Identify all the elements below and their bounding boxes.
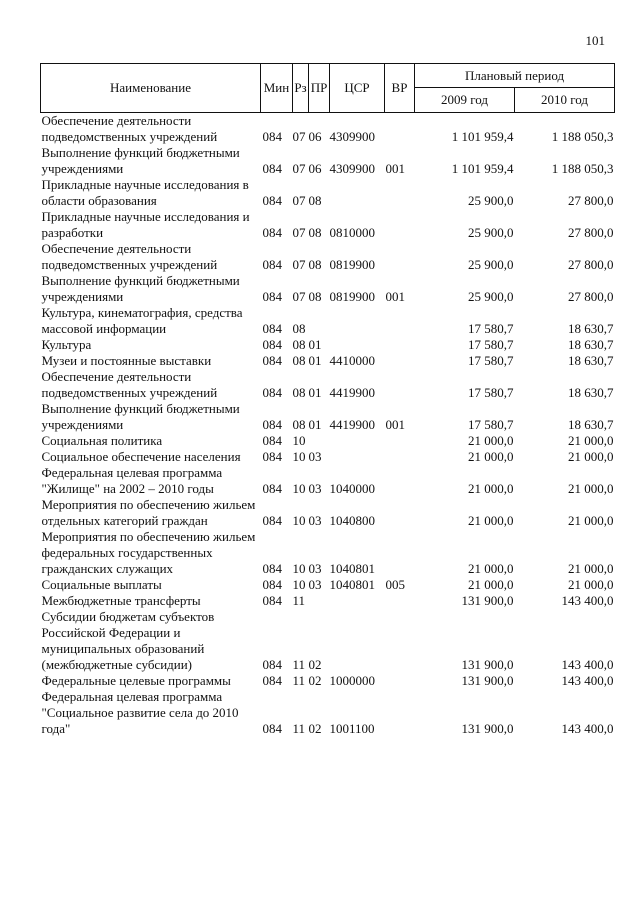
row-min-code: 084 — [262, 289, 282, 304]
row-min-code: 084 — [262, 449, 282, 464]
row-min-code: 084 — [262, 353, 282, 368]
row-name: Выполнение функций бюджетными учреждениями — [41, 401, 240, 432]
row-vr-code — [385, 353, 415, 369]
row-vr-code — [385, 593, 415, 609]
row-min-code: 084 — [262, 561, 282, 576]
table-row — [41, 369, 615, 401]
row-amount-2009: 17 580,7 — [468, 417, 514, 432]
row-pr-code: 08 — [308, 225, 322, 240]
row-csr-code: 4309900 — [329, 161, 375, 176]
row-amount-2010: 1 188 050,3 — [551, 129, 614, 144]
row-amount-2009: 21 000,0 — [468, 481, 514, 496]
row-rz-code: 10 — [292, 449, 306, 464]
row-min-code: 084 — [262, 321, 282, 336]
row-csr-code: 1040801 — [329, 561, 375, 576]
row-pr-code: 03 — [308, 449, 322, 464]
row-vr-code — [385, 465, 415, 497]
row-rz-code: 07 — [292, 289, 306, 304]
header-name: Наименование — [41, 64, 261, 113]
row-rz-code: 08 — [292, 385, 306, 400]
row-amount-2009: 21 000,0 — [468, 449, 514, 464]
row-min-code: 084 — [262, 481, 282, 496]
row-amount-2009: 25 900,0 — [468, 193, 514, 208]
table-row — [41, 433, 615, 449]
row-csr-code: 4419900 — [329, 417, 375, 432]
row-csr-code — [330, 433, 385, 449]
row-vr-code: 005 — [385, 577, 405, 592]
row-rz-code: 10 — [292, 577, 306, 592]
row-name: Социальное обеспечение населения — [41, 449, 241, 464]
row-min-code: 084 — [262, 385, 282, 400]
row-vr-code — [385, 673, 415, 689]
row-rz-code: 08 — [292, 321, 306, 336]
row-rz-code: 11 — [292, 593, 306, 608]
row-min-code: 084 — [262, 129, 282, 144]
row-amount-2009: 131 900,0 — [461, 721, 514, 736]
row-amount-2009: 25 900,0 — [468, 225, 514, 240]
row-name: Обеспечение деятельности подведомственных учреждений — [41, 113, 218, 144]
row-amount-2010: 27 800,0 — [568, 257, 614, 272]
row-rz-code: 08 — [292, 417, 306, 432]
row-vr-code: 001 — [385, 417, 405, 432]
table-row — [41, 177, 615, 209]
row-name: Межбюджетные трансферты — [41, 593, 201, 608]
row-pr-code: 01 — [308, 353, 322, 368]
row-rz-code: 08 — [292, 337, 306, 352]
header-csr: ЦСР — [330, 64, 385, 113]
row-name: Культура — [41, 337, 92, 352]
row-pr-code — [309, 433, 330, 449]
row-name: Выполнение функций бюджетными учреждениями — [41, 273, 240, 304]
row-vr-code — [385, 689, 415, 737]
row-pr-code: 08 — [308, 289, 322, 304]
row-amount-2009: 17 580,7 — [468, 337, 514, 352]
row-amount-2010: 21 000,0 — [568, 577, 614, 592]
row-pr-code: 01 — [308, 417, 322, 432]
row-vr-code — [385, 241, 415, 273]
row-pr-code: 03 — [308, 561, 322, 576]
table-row — [41, 305, 615, 337]
row-min-code: 084 — [262, 577, 282, 592]
row-vr-code — [385, 177, 415, 209]
row-amount-2010: 27 800,0 — [568, 225, 614, 240]
row-min-code: 084 — [262, 225, 282, 240]
row-csr-code: 0819900 — [329, 289, 375, 304]
row-pr-code: 06 — [308, 129, 322, 144]
row-rz-code: 10 — [292, 433, 306, 448]
row-csr-code: 1040800 — [329, 513, 375, 528]
table-row — [41, 241, 615, 273]
row-amount-2009: 1 101 959,4 — [451, 129, 514, 144]
row-amount-2009: 131 900,0 — [461, 593, 514, 608]
header-min: Мин — [261, 64, 293, 113]
row-name: Музеи и постоянные выставки — [41, 353, 212, 368]
row-csr-code: 0819900 — [329, 257, 375, 272]
row-amount-2009: 21 000,0 — [468, 561, 514, 576]
row-csr-code: 0810000 — [329, 225, 375, 240]
table-header — [41, 64, 615, 113]
row-rz-code: 10 — [292, 561, 306, 576]
row-csr-code: 4410000 — [329, 353, 375, 368]
row-amount-2010: 18 630,7 — [568, 417, 614, 432]
row-min-code: 084 — [262, 673, 282, 688]
header-vr: ВР — [385, 64, 415, 113]
row-min-code: 084 — [262, 721, 282, 736]
row-rz-code: 07 — [292, 225, 306, 240]
row-vr-code — [385, 369, 415, 401]
table-row — [41, 449, 615, 465]
row-pr-code: 03 — [308, 577, 322, 592]
row-vr-code — [385, 209, 415, 241]
table-body — [41, 113, 615, 738]
table-row — [41, 497, 615, 529]
row-amount-2009: 25 900,0 — [468, 289, 514, 304]
row-min-code: 084 — [262, 593, 282, 608]
row-amount-2010: 143 400,0 — [561, 593, 614, 608]
table-row — [41, 577, 615, 593]
row-pr-code: 08 — [308, 257, 322, 272]
row-vr-code — [385, 449, 415, 465]
row-rz-code: 07 — [292, 161, 306, 176]
header-plan-period: Плановый период — [415, 64, 615, 88]
row-amount-2010: 143 400,0 — [561, 721, 614, 736]
row-name: Социальная политика — [41, 433, 163, 448]
table-row — [41, 529, 615, 577]
row-amount-2010: 21 000,0 — [568, 449, 614, 464]
header-pr: ПР — [309, 64, 330, 113]
row-name: Мероприятия по обеспечению жильем федеральных государственных гражданских служащих — [41, 529, 256, 576]
row-min-code: 084 — [262, 657, 282, 672]
page-number: 101 — [585, 33, 605, 48]
row-amount-2009: 21 000,0 — [468, 433, 514, 448]
row-rz-code: 10 — [292, 513, 306, 528]
row-name: Прикладные научные исследования и разработки — [41, 209, 250, 240]
row-vr-code — [385, 609, 415, 673]
row-vr-code: 001 — [385, 289, 405, 304]
row-pr-code: 03 — [308, 513, 322, 528]
row-min-code: 084 — [262, 513, 282, 528]
row-rz-code: 11 — [292, 721, 306, 736]
row-pr-code: 02 — [308, 673, 322, 688]
budget-table — [40, 63, 615, 737]
table-row — [41, 401, 615, 433]
row-rz-code: 07 — [292, 193, 306, 208]
row-vr-code: 001 — [385, 161, 405, 176]
header-2009: 2009 год — [415, 88, 515, 113]
row-pr-code: 08 — [308, 193, 322, 208]
row-amount-2010: 21 000,0 — [568, 481, 614, 496]
row-rz-code: 07 — [292, 129, 306, 144]
table-row — [41, 593, 615, 609]
row-csr-code: 1000000 — [329, 673, 375, 688]
row-vr-code — [385, 305, 415, 337]
row-amount-2010: 27 800,0 — [568, 193, 614, 208]
row-name: Субсидии бюджетам субъектов Российской Федерации и муниципальных образований (межбюджетные субсидии) — [41, 609, 215, 672]
row-csr-code: 4309900 — [329, 129, 375, 144]
row-rz-code: 10 — [292, 481, 306, 496]
table-row — [41, 353, 615, 369]
row-min-code: 084 — [262, 433, 282, 448]
row-csr-code: 4419900 — [329, 385, 375, 400]
table-row — [41, 273, 615, 305]
row-amount-2010: 21 000,0 — [568, 513, 614, 528]
row-min-code: 084 — [262, 161, 282, 176]
row-csr-code — [330, 337, 385, 353]
row-csr-code — [330, 449, 385, 465]
row-amount-2009: 17 580,7 — [468, 353, 514, 368]
row-amount-2009: 21 000,0 — [468, 577, 514, 592]
row-amount-2009: 1 101 959,4 — [451, 161, 514, 176]
row-amount-2009: 21 000,0 — [468, 513, 514, 528]
row-amount-2009: 131 900,0 — [461, 673, 514, 688]
row-csr-code: 1040801 — [329, 577, 375, 592]
row-pr-code: 03 — [308, 481, 322, 496]
row-csr-code: 1040000 — [329, 481, 375, 496]
table-row — [41, 465, 615, 497]
header-2010: 2010 год — [515, 88, 615, 113]
row-pr-code: 06 — [308, 161, 322, 176]
row-pr-code: 01 — [308, 337, 322, 352]
row-vr-code — [385, 337, 415, 353]
row-amount-2010: 27 800,0 — [568, 289, 614, 304]
table-row — [41, 209, 615, 241]
row-name: Федеральные целевые программы — [41, 673, 231, 688]
row-amount-2009: 17 580,7 — [468, 321, 514, 336]
table-row — [41, 689, 615, 737]
row-amount-2010: 18 630,7 — [568, 321, 614, 336]
row-vr-code — [385, 497, 415, 529]
row-csr-code — [330, 177, 385, 209]
row-rz-code: 11 — [292, 673, 306, 688]
row-vr-code — [385, 113, 415, 146]
table-row — [41, 113, 615, 146]
row-name: Культура, кинематография, средства массовой информации — [41, 305, 243, 336]
row-pr-code — [309, 593, 330, 609]
row-pr-code — [309, 305, 330, 337]
row-amount-2010: 143 400,0 — [561, 673, 614, 688]
row-min-code: 084 — [262, 337, 282, 352]
row-name: Обеспечение деятельности подведомственных учреждений — [41, 241, 218, 272]
row-amount-2010: 21 000,0 — [568, 561, 614, 576]
row-vr-code — [385, 529, 415, 577]
row-min-code: 084 — [262, 417, 282, 432]
header-rz: Рз — [293, 64, 309, 113]
row-name: Выполнение функций бюджетными учреждениями — [41, 145, 240, 176]
row-name: Федеральная целевая программа "Социальное развитие села до 2010 года" — [41, 689, 239, 736]
row-amount-2010: 18 630,7 — [568, 385, 614, 400]
row-pr-code: 02 — [308, 721, 322, 736]
row-amount-2010: 18 630,7 — [568, 353, 614, 368]
row-csr-code: 1001100 — [329, 721, 375, 736]
row-amount-2009: 131 900,0 — [461, 657, 514, 672]
row-name: Мероприятия по обеспечению жильем отдельных категорий граждан — [41, 497, 256, 528]
row-vr-code — [385, 433, 415, 449]
row-min-code: 084 — [262, 257, 282, 272]
row-amount-2010: 18 630,7 — [568, 337, 614, 352]
row-pr-code: 01 — [308, 385, 322, 400]
row-rz-code: 08 — [292, 353, 306, 368]
row-amount-2010: 21 000,0 — [568, 433, 614, 448]
row-name: Прикладные научные исследования в области образования — [41, 177, 249, 208]
row-pr-code: 02 — [308, 657, 322, 672]
table-row — [41, 609, 615, 673]
row-name: Обеспечение деятельности подведомственных учреждений — [41, 369, 218, 400]
row-csr-code — [330, 593, 385, 609]
row-rz-code: 11 — [292, 657, 306, 672]
table-row — [41, 145, 615, 177]
row-amount-2009: 25 900,0 — [468, 257, 514, 272]
table-row — [41, 673, 615, 689]
row-csr-code — [330, 609, 385, 673]
row-csr-code — [330, 305, 385, 337]
row-amount-2009: 17 580,7 — [468, 385, 514, 400]
row-name: Социальные выплаты — [41, 577, 162, 592]
table-row — [41, 337, 615, 353]
row-amount-2010: 143 400,0 — [561, 657, 614, 672]
row-rz-code: 07 — [292, 257, 306, 272]
row-amount-2010: 1 188 050,3 — [551, 161, 614, 176]
row-min-code: 084 — [262, 193, 282, 208]
row-name: Федеральная целевая программа "Жилище" на 2002 – 2010 годы — [41, 465, 223, 496]
